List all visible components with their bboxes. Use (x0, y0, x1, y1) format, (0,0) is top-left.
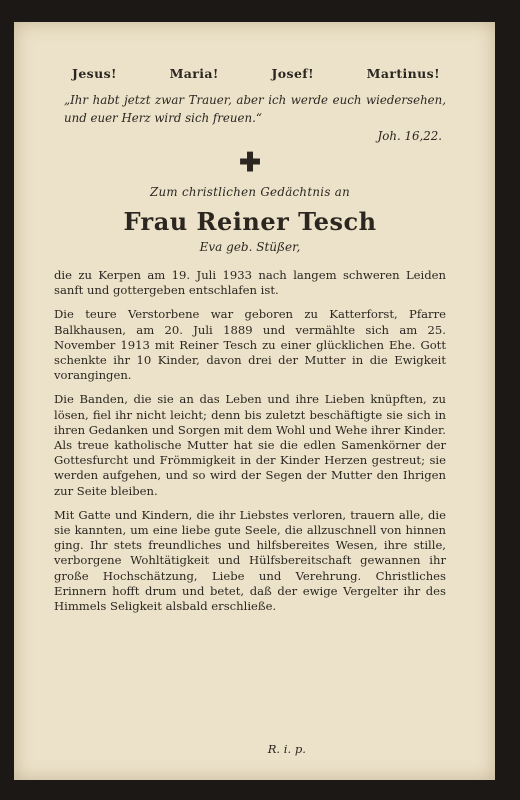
closing-rip: R. i. p. (267, 742, 306, 756)
invocation-josef: Josef! (271, 66, 314, 81)
card-content (54, 60, 446, 762)
memorial-heading: Zum christlichen Gedächtnis an (150, 185, 350, 199)
invocation-maria: Maria! (169, 66, 219, 81)
invocation-jesus: Jesus! (72, 66, 117, 81)
paragraph-character: Die Banden, die sie an das Leben und ihre Lieben knüpften, zu lösen, fiel ihr nicht leicht; denn bis zuletzt beschäftigte sie sich in ihren Gedanken und Sorgen mit dem Wohl und Wehe ihrer Kinder. Als treue katholische Mutter hat sie die edlen Samenkörner der Gottesfurcht und Frömmigkeit in der Kinder Herzen gestreut; sie werden aufgehen, und so wird der Segen der Mutter den Ihrigen zur Seite bleiben. (54, 392, 446, 498)
birth-name: Eva geb. Stüßer, (199, 240, 301, 254)
bible-quote-reference: Joh. 16,22. (377, 129, 442, 143)
invocations-row (54, 66, 446, 81)
invocation-martinus: Martinus! (366, 66, 440, 81)
bible-quote: „Ihr habt jetzt zwar Trauer, aber ich werde euch wiedersehen, und euer Herz wird sich freuen.“ (64, 93, 446, 125)
paragraph-mourning: Mit Gatte und Kindern, die ihr Liebstes verloren, trauern alle, die sie kannten, um eine liebe gute Seele, die allzuschnell von hinnen ging. Ihr stets freundliches und hilfsbereites Wesen, ihre stille, verborgene Wohltätigkeit und Hülfsbereitschaft gewannen ihr große Hochschätzung, Liebe und Verehrung. Christliches Erinnern hofft drum und betet, daß der ewige Vergelter ihr des Himmels Seligkeit alsbald erschließe. (54, 507, 446, 614)
cross-icon: ✚ (239, 148, 261, 178)
memorial-card (14, 22, 495, 780)
deceased-name: Frau Reiner Tesch (123, 207, 377, 236)
paragraph-death: die zu Kerpen am 19. Juli 1933 nach langem schweren Leiden sanft und gottergeben entschlafen ist. (54, 268, 446, 298)
paragraph-biography: Die teure Verstorbene war geboren zu Katterforst, Pfarre Balkhausen, am 20. Juli 1889 und vermählte sich am 25. November 1913 mit Reiner Tesch zu einer glücklichen Ehe. Gott schenkte ihr 10 Kinder, davon drei der Mutter in die Ewigkeit vorangingen. (54, 307, 446, 383)
